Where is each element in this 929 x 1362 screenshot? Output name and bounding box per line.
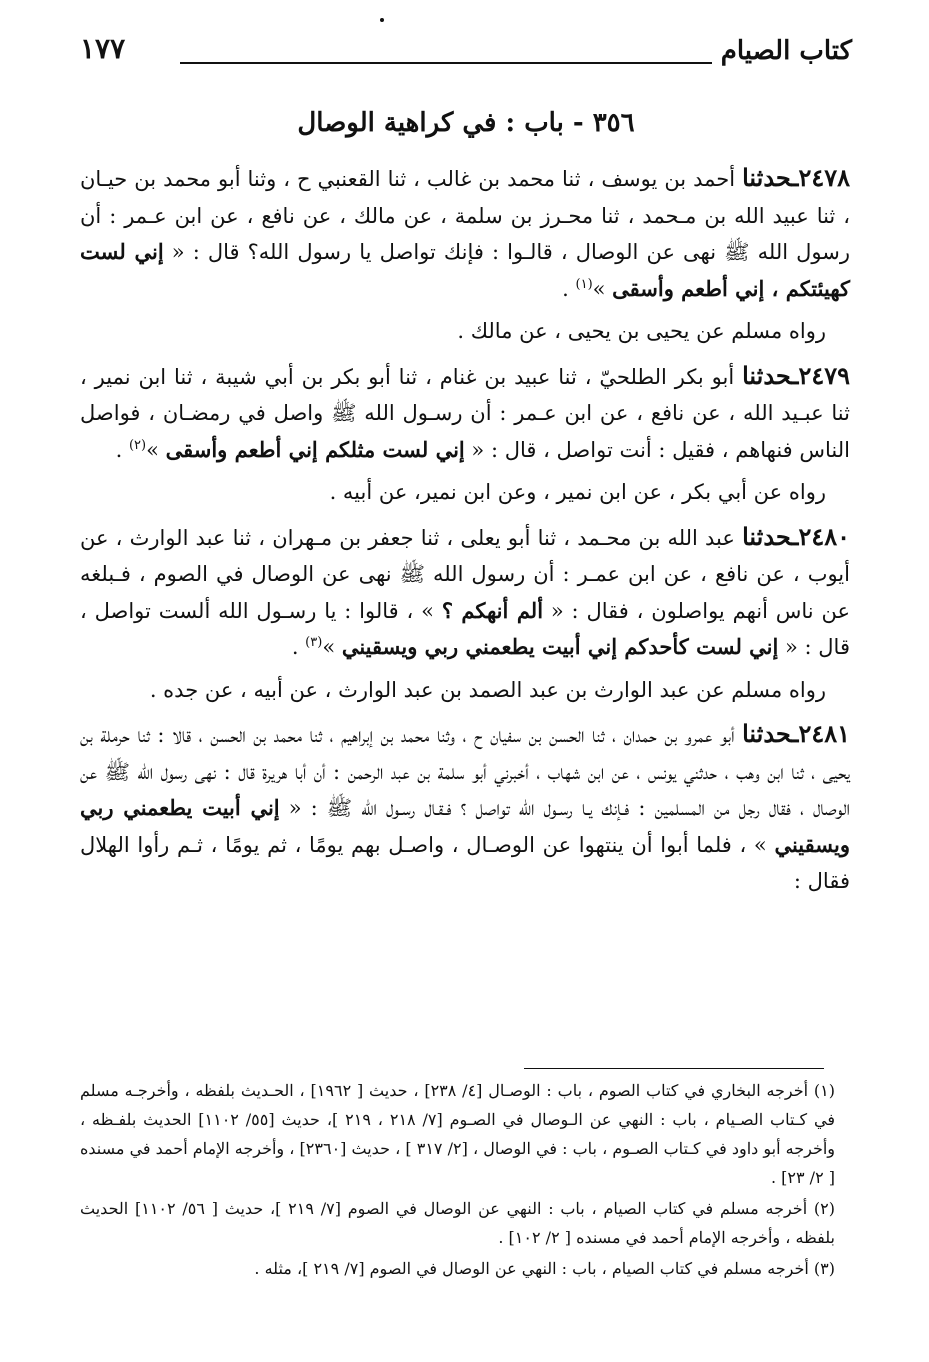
hadith-middle: » ، قالوا : يا رسـول الله ألست تواصل ، قال : « xyxy=(80,598,850,659)
narration-word: ـحدثنا xyxy=(742,360,799,390)
prophetic-saying: إني لست مثلكم إني أطعم وأسقى xyxy=(165,436,465,462)
riwaya-note: رواه مسلم عن يحيى بن يحيى ، عن مالك . xyxy=(457,319,826,343)
sentence-end: . xyxy=(291,635,306,659)
running-header xyxy=(80,18,852,78)
hadith-isnad: أحمد بن يوسف ، ثنا محمد بن غالب ، ثنا القعنبي ح ، وثنا أبو محمد بن حيـان ، ثنا عبيد الله بن مـحمد ، ثنا محـرز بن سلمة ، عن مالك ، عن نافع ، عن ابن عـمر : أن رسول الله ﷺ نهى عن الوصال ، قالـوا : فإنك تواصل يا رسول الله؟ قال : « xyxy=(80,167,851,264)
hadith-continuation: » ، فلما أبوا أن ينتهوا عن الوصـال ، واصـل بهم يومًا ، ثم يومًا ، ثـم رأوا الهلال فقال : xyxy=(80,832,850,893)
prophetic-saying: إني لست كأحدكم إني أبيت يطعمني ربي ويسقيني xyxy=(341,634,779,659)
prophetic-saying: إني لست كهيئتكم ، إني أطعم وأسقى xyxy=(80,239,850,301)
footnote-marker: (٢) xyxy=(128,437,147,453)
hadith-number: ٢٤٨١ xyxy=(798,719,850,748)
sentence-end: . xyxy=(562,276,576,301)
narration-word: ـحدثنا xyxy=(742,521,799,551)
narration-word: ـحدثنا xyxy=(742,163,799,192)
footnote-separator xyxy=(524,1068,824,1069)
narration-word: ـحدثنا xyxy=(742,719,799,748)
hadith-number: ٢٤٨٠ xyxy=(798,521,850,551)
hadith-2479 xyxy=(80,358,850,469)
footnote-3: (٣) أخرجه مسلم في كتاب الصيام ، باب : النهي عن الوصال في الصوم [٧/ ٢١٩ ]، مثله . xyxy=(254,1259,835,1278)
main-text xyxy=(80,160,850,906)
footnotes-section xyxy=(80,1076,835,1285)
page-number: ١٧٧ xyxy=(80,32,126,65)
riwaya-note: رواه مسلم عن عبد الوارث بن عبد الصمد بن عبد الوارث ، عن أبيه ، عن جده . xyxy=(149,677,826,702)
quote-close: » xyxy=(322,635,342,659)
riwaya-note: رواه عن أبي بكر ، عن ابن نمير ، وعن ابن نمير، عن أبيه . xyxy=(329,480,826,504)
footnote-marker: (١) xyxy=(575,276,593,292)
header-rule xyxy=(180,62,712,64)
footnote-2: (٢) أخرجه مسلم في كتاب الصيام ، باب : النهي عن الوصال في الصوم [٧/ ٢١٩ ]، حديث [ ٥٦/ ١١٠٢] الحديث بلفظه ، وأخرجه الإمام أحمد في مسنده [ ٢/ ١٠٢] . xyxy=(80,1199,836,1247)
prophetic-question: ألم أنهكم ؟ xyxy=(441,597,544,623)
hadith-isnad: أبو عمرو بن حمدان ، ثنا الحسن بن سفيان ح ، وثنا محمد بن إبراهيم ، ثنا محمد بن الحسن ، قالا : ثنا حرملة بن يحيى ، ثنا ابن وهب ، حدثني يونس ، عن ابن شهاب ، أخبرني أبو سلمة بن عبد الرحمن : أن أبا هريرة قال : نهى رسول الله ﷺ عن الوصال ، فقال رجل من المسلمين : فـإنك يـا رسـول الله تواصل ؟ فـقـال رسـول الله ﷺ : « xyxy=(80,723,850,820)
hadith-2480 xyxy=(80,519,850,666)
quote-close: » xyxy=(146,437,166,462)
hadith-isnad: عبد الله بن محـمد ، ثنا أبو يعلى ، ثنا جعفر بن مـهران ، ثنا عبد الوارث ، عن أيوب ، عن نافع ، عن ابن عمـر : أن رسول الله ﷺ نهى عن الوصال في الصوم ، فـبلغه عن ناس أنهم يواصلون ، فقال : « xyxy=(80,525,850,623)
hadith-2478 xyxy=(80,160,850,307)
chapter-heading: ٣٥٦ - باب : في كراهية الوصال xyxy=(297,108,635,138)
hadith-number: ٢٤٧٩ xyxy=(798,360,850,390)
quote-close: » xyxy=(592,276,613,301)
hadith-isnad: أبو بكر الطلحيّ ، ثنا عبيد بن غنام ، ثنا أبو بكر بن أبي شيبة ، ثنا ابن نمير ، ثنا عبـيد الله ، عن نافع ، عن ابن عـمر : أن رسـول الله ﷺ واصل في رمضـان ، فواصل الناس فنهاهم ، فقيل : أنت تواصل ، قال : « xyxy=(80,364,850,462)
sentence-end: . xyxy=(115,437,129,462)
footnote-marker: (٣) xyxy=(305,635,323,650)
running-title: كتاب الصيام xyxy=(720,36,852,66)
hadith-number: ٢٤٧٨ xyxy=(798,163,850,192)
print-mark xyxy=(380,18,384,22)
hadith-2481 xyxy=(80,716,850,900)
prophetic-saying: إني أبيت يطعمني ربي ويسقيني xyxy=(80,795,850,857)
footnote-1: (١) أخرجه البخاري في كتاب الصوم ، باب : الوصـال [٤/ ٢٣٨] ، حديث [ ١٩٦٢] ، الحـديث بلفظه ، وأخرجـه مسلم في كـتاب الصـيام ، باب : النهي عن الـوصال في الصـوم [٧/ ٢١٨ ، ٢١٩ ]، حديث [٥٥/ ١١٠٢] الحديث بلفـظه ، وأخرجه أبو داود في كـتاب الصـوم ، باب : في الوصال ، [٢/ ٣١٧ ] ، حديث [٢٣٦٠] ، وأخرجه الإمام أحمد في مسنده [ ٢/ ٢٣] . xyxy=(80,1081,836,1187)
